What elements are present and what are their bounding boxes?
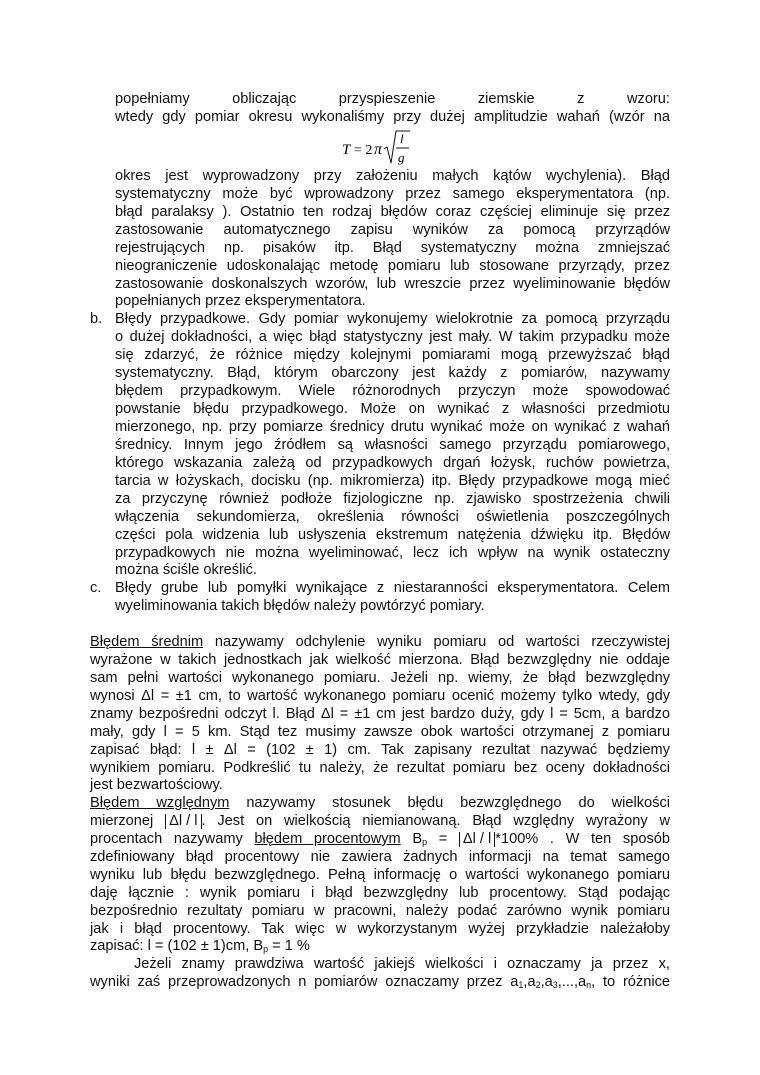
- text-line: średnicy. Innym jego źródłem są własności samego przyrządu pomiarowego,: [115, 437, 670, 453]
- text-line: [90, 795, 670, 812]
- formula-symbol: T: [342, 142, 351, 158]
- text-span: nazywamy stosunek błędu bezwzględnego do wielkości: [229, 795, 670, 811]
- text-span: procentach nazywamy: [90, 831, 255, 847]
- text-span: =: [427, 831, 459, 847]
- text-line: zdefiniowany błąd procentowy nie zawiera żadnych informacji na temat samego: [90, 849, 670, 865]
- text-line: [115, 91, 670, 108]
- word: wzoru:: [626, 91, 670, 107]
- text-line: systematyczny może być wprowadzony przez samego eksperymentatora (np.: [115, 186, 670, 202]
- text-span: ,a: [540, 974, 553, 990]
- text-line: wyniku lub błędu bezwzględnego. Pełną informację o wartości wykonanego pomiaru: [90, 867, 670, 883]
- word: przyspieszenie: [338, 91, 436, 107]
- text-line: włączenia sekundomierza, określenia równości oświetlenia poszczególnych: [115, 509, 670, 525]
- text-line: o dużej dokładności, a więc błąd statystyczny jest mały. W takim przypadku może: [115, 329, 670, 345]
- text-line: wynosi Δl = ±1 cm, to wartość wykonanego pomiaru ocenić możemy tylko wtedy, gdy: [90, 688, 670, 704]
- text-line: systematyczny. Błąd, którym obarczony jest każdy z pomiarów, nazywamy: [115, 365, 670, 381]
- sqrt-sign: [384, 131, 410, 163]
- formula-symbol: π: [374, 141, 383, 158]
- word: ziemskie: [477, 91, 535, 107]
- text-line: mierzonego, np. przy pomiarze średnicy drutu wynikać może on wynikać z wahań: [115, 419, 670, 435]
- subscript: p: [263, 944, 269, 954]
- subscript: 1: [518, 980, 524, 990]
- word: obliczając: [232, 91, 297, 107]
- text-line: [90, 938, 310, 955]
- text-line: [90, 634, 670, 651]
- list-marker-c: c.: [90, 580, 102, 596]
- text-span: *100% . W ten sposób: [495, 831, 670, 847]
- term-percent-error: błędem procentowym: [254, 831, 401, 847]
- text-line: jest bezwartościowy.: [90, 777, 223, 793]
- text-line: wtedy gdy pomiar okresu wykonaliśmy przy dużej amplitudzie wahań (wzór na: [115, 109, 670, 125]
- text-span: zapisać: l = (102 ± 1)cm, B: [90, 938, 264, 954]
- text-line: znamy bezpośredni odczyt l. Błąd Δl = ±1 cm jest bardzo duży, gdy l = 5cm, a bardzo: [90, 706, 670, 722]
- text-span: . Jest on wielkością niemianowaną. Błąd względny wyrażony w: [201, 813, 670, 829]
- absolute-value: Δl / l: [459, 832, 495, 847]
- text-span: ,...,a: [557, 974, 587, 990]
- text-line: za przyczynę również podłoże fizjologiczne np. zjawisko spostrzeżenia chwili: [115, 491, 670, 507]
- term-relative-error: Błędem względnym: [90, 795, 230, 811]
- subscript: 2: [535, 980, 541, 990]
- text-line: Jeżeli znamy prawdziwa wartość jakiejś wielkości i oznaczamy ja przez x,: [134, 956, 670, 972]
- formula-symbol: l: [400, 131, 404, 146]
- text-span: nazywamy odchylenie wyniku pomiaru od wartości rzeczywistej: [203, 634, 670, 650]
- text-line: wyrażone w takich jednostkach jak wielkość mierzona. Błąd bezwzględny nie oddaje: [90, 652, 670, 668]
- text-line: można ściśle określić.: [115, 562, 257, 578]
- text-line: [90, 813, 670, 830]
- subscript: n: [586, 980, 592, 990]
- text-line: zastosowanie doskonalszych wzorów, lub wreszcie przez wyeliminowanie błędów: [115, 276, 670, 292]
- text-line: błędem przypadkowym. Wiele różnorodnych przyczyn może spowodować: [115, 383, 670, 399]
- text-line: się zdarzyć, że różnice między kolejnymi pomiarami mogą przewyższać błąd: [115, 347, 670, 363]
- absolute-value: Δl / l: [165, 814, 201, 829]
- text-span: wyniki zaś przeprowadzonych n pomiarów oznaczamy przez a: [90, 974, 519, 990]
- text-line: sam pełni wartości wykonanego pomiaru. Jeżeli np. wiemy, że błąd bezwzględny: [90, 670, 670, 686]
- text-line: nieograniczenie udoskonalając metodę pomiaru lub stosowane przyrządy, przez: [115, 258, 670, 274]
- text-span: = 1 %: [268, 938, 310, 954]
- text-line: części pola widzenia lub usłyszenia ekstremum natężenia dźwięku itp. Błędów: [115, 527, 670, 543]
- text-line: [90, 974, 670, 991]
- text-line: mały, gdy l = 5 km. Stąd tez musimy zawsze obok wartości otrzymanej z pomiaru: [90, 724, 670, 740]
- text-line: powstanie błędu przypadkowego. Może on wynikać z własności przedmiotu: [115, 401, 670, 417]
- text-line: jak i błąd procentowy. Tak więc w wykorzystanym wyżej przykładzie należałoby: [90, 921, 670, 937]
- text-span: , to różnice: [591, 974, 670, 990]
- pendulum-formula: [340, 129, 430, 169]
- text-line: popełnianych przez eksperymentatora.: [115, 293, 366, 309]
- word: z: [577, 91, 585, 107]
- text-line: przypadkowych nie można wyeliminować, lecz ich wpływ na wynik ostateczny: [115, 545, 670, 561]
- subscript: p: [422, 837, 428, 847]
- text-line: błąd paralaksy ). Ostatnio ten rodzaj błędów coraz częściej eliminuje się przez: [115, 204, 670, 220]
- text-line: wynikiem pomiaru. Podkreślić tu należy, że rezultat pomiaru bez oceny dokładności: [90, 760, 670, 776]
- formula-symbol: g: [398, 150, 405, 165]
- text-line: bezpośrednio rezultaty pomiaru w pracowni, należy podać zarówno wynik pomiaru: [90, 903, 670, 919]
- text-line: rejestrujących np. pisaków itp. Błąd systematyczny można zmniejszać: [115, 240, 670, 256]
- subscript: 3: [552, 980, 558, 990]
- word: popełniamy: [115, 91, 190, 107]
- text-span: ,a: [523, 974, 536, 990]
- text-line: okres jest wyprowadzony przy założeniu małych kątów wychylenia). Błąd: [115, 168, 670, 184]
- text-line: tarcia w łożyskach, docisku (np. mikromierza) itp. Błędy przypadkowe mogą mieć: [115, 473, 670, 489]
- list-marker-b: b.: [90, 311, 103, 327]
- text-line: wyeliminowania takich błędów należy powtórzyć pomiary.: [115, 598, 485, 614]
- text-span: B: [400, 831, 423, 847]
- text-line: Błędy przypadkowe. Gdy pomiar wykonujemy wielokrotnie za pomocą przyrządu: [115, 311, 670, 327]
- text-span: mierzonej: [90, 813, 166, 829]
- formula-graphic: [340, 129, 430, 169]
- text-line: Błędy grube lub pomyłki wynikające z niestaranności eksperymentatora. Celem: [115, 580, 670, 596]
- formula-symbol: = 2: [354, 143, 373, 158]
- text-line: [90, 831, 670, 848]
- text-line: daję łącznie : wynik pomiaru i błąd bezwzględny lub procentowy. Stąd podając: [90, 885, 670, 901]
- text-line: zastosowanie automatycznego zapisu wyników za pomocą przyrządów: [115, 222, 670, 238]
- text-line: którego wskazania zależą od przypadkowych drgań łożysk, ruchów powietrza,: [115, 455, 670, 471]
- term-mean-error: Błędem średnim: [90, 634, 204, 650]
- text-line: zapisać błąd: l ± Δl = (102 ± 1) cm. Tak zapisany rezultat nazywać będziemy: [90, 742, 670, 758]
